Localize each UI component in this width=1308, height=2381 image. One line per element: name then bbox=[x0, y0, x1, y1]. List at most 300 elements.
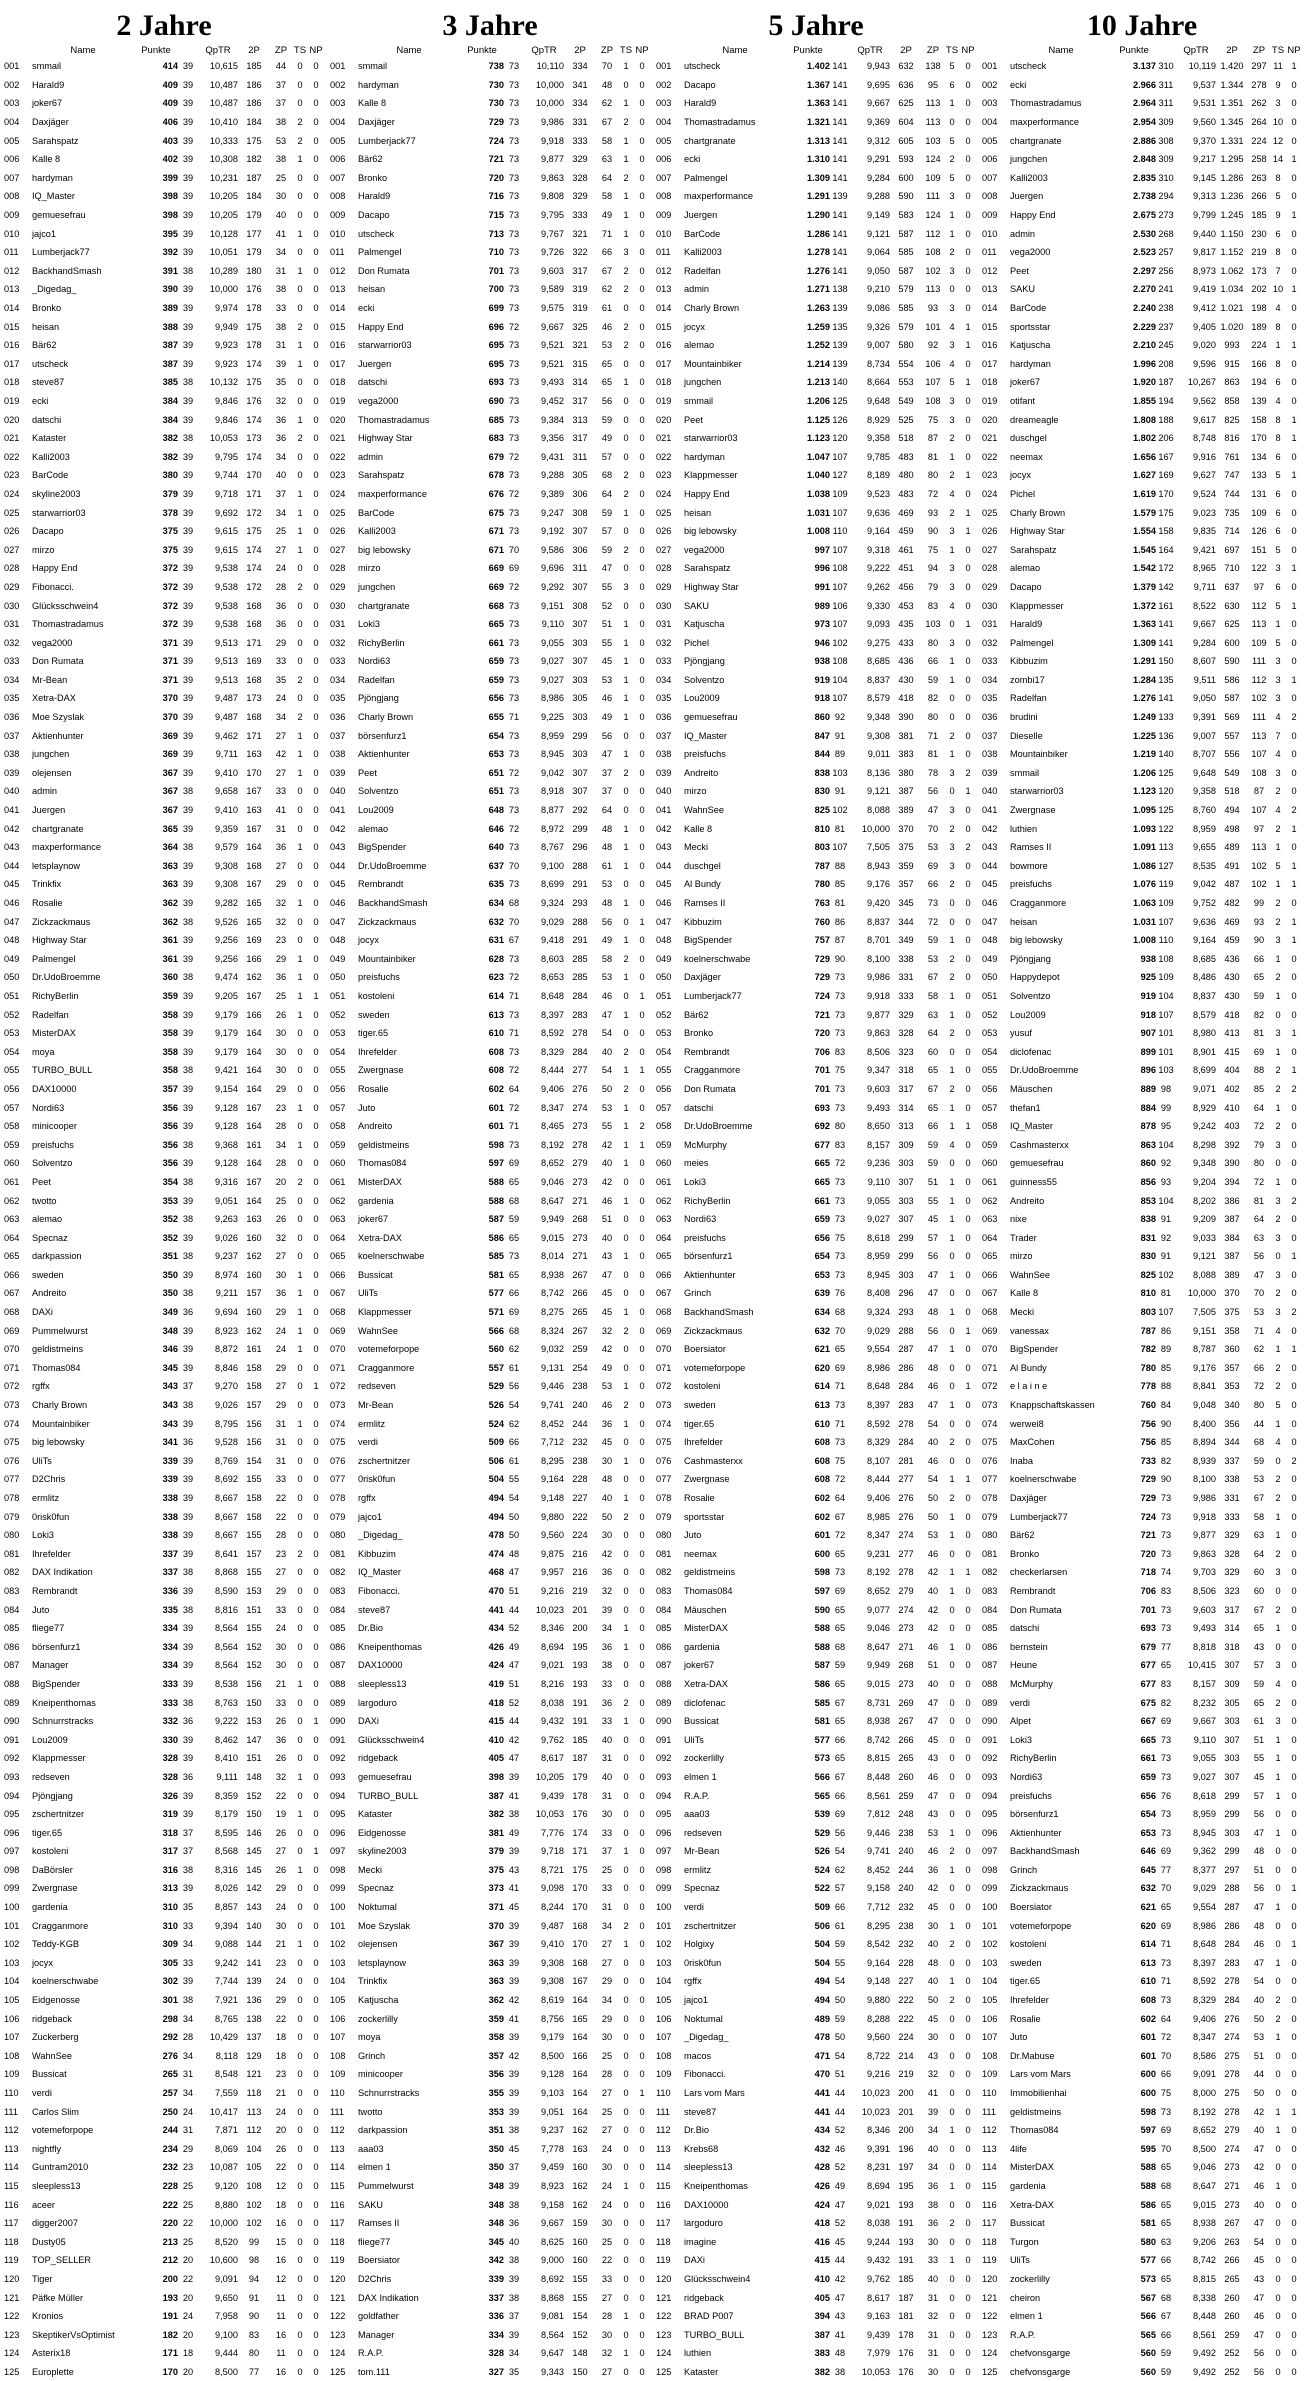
score-np: 0 bbox=[1291, 1214, 1297, 1225]
score-ts: 6 bbox=[1275, 377, 1281, 388]
table-row bbox=[4, 2084, 324, 2103]
table-row bbox=[4, 987, 324, 1006]
score-zp: 39 bbox=[275, 358, 287, 369]
matches: 47 bbox=[508, 1660, 520, 1671]
qptr: 8,202 bbox=[1193, 1195, 1216, 1206]
score-zp: 158 bbox=[1251, 414, 1267, 425]
score-2p: 164 bbox=[572, 2106, 588, 2117]
rank-number: 008 bbox=[4, 191, 20, 202]
player-name: brudini bbox=[1010, 712, 1038, 723]
player-name: DAX10000 bbox=[32, 1083, 77, 1094]
points: 608 bbox=[814, 1474, 830, 1485]
score-ts: 0 bbox=[1275, 1864, 1281, 1875]
score-ts: 1 bbox=[623, 135, 629, 146]
rank-number: 070 bbox=[4, 1344, 20, 1355]
score-2p: 375 bbox=[898, 842, 914, 853]
points: 509 bbox=[488, 1437, 504, 1448]
points: 653 bbox=[814, 1269, 830, 1280]
points: 348 bbox=[488, 2218, 504, 2229]
table-row bbox=[656, 1693, 976, 1712]
matches: 36 bbox=[182, 1307, 194, 1318]
table-row bbox=[982, 987, 1302, 1006]
points: 600 bbox=[1140, 2088, 1156, 2099]
rank-number: 025 bbox=[656, 507, 672, 518]
score-2p: 160 bbox=[572, 2255, 588, 2266]
score-ts: 1 bbox=[623, 1139, 629, 1150]
points: 918 bbox=[814, 693, 830, 704]
score-ts: 0 bbox=[297, 693, 303, 704]
matches: 50 bbox=[508, 1511, 520, 1522]
rank-number: 053 bbox=[330, 1028, 346, 1039]
table-row bbox=[982, 1098, 1302, 1117]
player-name: Highway Star bbox=[1010, 526, 1065, 537]
matches: 33 bbox=[182, 1920, 194, 1931]
table-row bbox=[982, 633, 1302, 652]
qptr: 9,347 bbox=[867, 1065, 890, 1076]
score-zp: 30 bbox=[601, 2218, 613, 2229]
score-np: 0 bbox=[313, 693, 319, 704]
matches: 73 bbox=[834, 1214, 846, 1225]
rank-number: 119 bbox=[982, 2255, 997, 2266]
score-2p: 390 bbox=[1224, 1158, 1240, 1169]
score-np: 0 bbox=[1291, 898, 1297, 909]
score-zp: 30 bbox=[275, 1046, 287, 1057]
points: 345 bbox=[162, 1362, 178, 1373]
score-ts: 1 bbox=[1275, 1344, 1281, 1355]
points: 328 bbox=[162, 1771, 178, 1782]
rank-number: 016 bbox=[982, 340, 998, 351]
score-np: 0 bbox=[965, 1437, 971, 1448]
rank-number: 037 bbox=[4, 730, 20, 741]
points: 701 bbox=[814, 1083, 830, 1094]
score-np: 0 bbox=[965, 2180, 971, 2191]
score-ts: 3 bbox=[1275, 1307, 1281, 1318]
table-row bbox=[4, 1972, 324, 1991]
points: 367 bbox=[488, 1939, 504, 1950]
score-np: 0 bbox=[1291, 1604, 1297, 1615]
player-name: sleepless13 bbox=[684, 2162, 733, 2173]
score-np: 0 bbox=[965, 990, 971, 1001]
qptr: 8,986 bbox=[1193, 1920, 1216, 1931]
table-row bbox=[982, 1637, 1302, 1656]
matches: 39 bbox=[508, 2088, 520, 2099]
qptr: 10,333 bbox=[209, 135, 238, 146]
player-name: Dacapo bbox=[358, 210, 390, 221]
rank-number: 095 bbox=[656, 1809, 672, 1820]
score-zp: 24 bbox=[275, 693, 287, 704]
score-zp: 56 bbox=[601, 395, 613, 406]
matches: 64 bbox=[834, 1493, 846, 1504]
matches: 47 bbox=[834, 2199, 846, 2210]
rank-number: 047 bbox=[982, 916, 998, 927]
player-name: Kalli2003 bbox=[358, 526, 396, 537]
matches: 81 bbox=[834, 823, 846, 834]
score-np: 0 bbox=[313, 656, 319, 667]
score-2p: 389 bbox=[898, 805, 914, 816]
rank-number: 102 bbox=[656, 1939, 672, 1950]
score-zp: 85 bbox=[1253, 1083, 1265, 1094]
score-zp: 224 bbox=[1251, 340, 1267, 351]
score-zp: 67 bbox=[1253, 1493, 1265, 1504]
score-np: 0 bbox=[639, 1957, 645, 1968]
rank-number: 005 bbox=[330, 135, 346, 146]
table-row bbox=[330, 652, 650, 671]
qptr: 9,524 bbox=[1193, 488, 1216, 499]
player-name: Rosalie bbox=[358, 1083, 389, 1094]
qptr: 9,042 bbox=[1193, 879, 1216, 890]
score-zp: 38 bbox=[275, 117, 287, 128]
score-zp: 64 bbox=[601, 488, 613, 499]
matches: 141 bbox=[832, 172, 848, 183]
score-ts: 0 bbox=[1275, 2088, 1281, 2099]
player-name: Charly Brown bbox=[32, 1400, 88, 1411]
score-ts: 2 bbox=[1275, 1362, 1281, 1373]
score-ts: 0 bbox=[297, 1902, 303, 1913]
score-2p: 178 bbox=[572, 1790, 588, 1801]
matches: 73 bbox=[1160, 1734, 1172, 1745]
points: 760 bbox=[814, 916, 830, 927]
score-ts: 3 bbox=[1275, 1269, 1281, 1280]
score-ts: 3 bbox=[1275, 674, 1281, 685]
player-name: big lebowsky bbox=[358, 544, 411, 555]
rank-number: 030 bbox=[330, 600, 346, 611]
rank-number: 009 bbox=[656, 210, 672, 221]
score-ts: 1 bbox=[623, 377, 629, 388]
score-np: 0 bbox=[965, 1028, 971, 1039]
points: 328 bbox=[488, 2348, 504, 2359]
rank-number: 015 bbox=[4, 321, 20, 332]
score-np: 1 bbox=[313, 1716, 319, 1727]
score-ts: 0 bbox=[623, 1530, 629, 1541]
score-2p: 296 bbox=[898, 1288, 914, 1299]
score-np: 0 bbox=[639, 1511, 645, 1522]
matches: 73 bbox=[834, 990, 846, 1001]
matches: 86 bbox=[1160, 1325, 1172, 1336]
matches: 38 bbox=[182, 1288, 194, 1299]
score-2p: 323 bbox=[1224, 1585, 1240, 1596]
points: 757 bbox=[814, 935, 830, 946]
matches: 141 bbox=[832, 117, 848, 128]
player-name: Katjuscha bbox=[684, 619, 725, 630]
score-zp: 58 bbox=[1253, 1511, 1265, 1522]
rank-number: 112 bbox=[656, 2125, 671, 2136]
score-2p: 333 bbox=[572, 210, 588, 221]
player-name: sweden bbox=[1010, 1957, 1042, 1968]
matches: 39 bbox=[182, 228, 194, 239]
score-np: 0 bbox=[1291, 2088, 1297, 2099]
points: 348 bbox=[162, 1325, 178, 1336]
score-2p: 483 bbox=[898, 451, 914, 462]
matches: 73 bbox=[834, 1251, 846, 1262]
score-2p: 191 bbox=[572, 1716, 588, 1727]
score-2p: 156 bbox=[246, 1418, 262, 1429]
score-zp: 69 bbox=[1253, 1046, 1265, 1057]
score-ts: 2 bbox=[949, 247, 955, 258]
ranking-panel-5-jahre bbox=[656, 0, 976, 2377]
player-name: Harald9 bbox=[32, 79, 65, 90]
score-ts: 0 bbox=[1275, 1158, 1281, 1169]
matches: 22 bbox=[182, 2273, 194, 2284]
table-row bbox=[656, 652, 976, 671]
score-ts: 0 bbox=[949, 1548, 955, 1559]
score-ts: 0 bbox=[297, 1846, 303, 1857]
score-2p: 816 bbox=[1224, 433, 1240, 444]
score-np: 0 bbox=[965, 135, 971, 146]
score-zp: 224 bbox=[1251, 135, 1267, 146]
matches: 39 bbox=[182, 953, 194, 964]
score-np: 0 bbox=[639, 526, 645, 537]
qptr: 9,359 bbox=[215, 823, 238, 834]
qptr: 8,923 bbox=[215, 1325, 238, 1336]
score-ts: 0 bbox=[297, 2366, 303, 2377]
score-zp: 64 bbox=[1253, 1548, 1265, 1559]
player-name: Ramses II bbox=[358, 2218, 400, 2229]
table-row bbox=[656, 1005, 976, 1024]
rank-number: 041 bbox=[4, 805, 20, 816]
qptr: 8,592 bbox=[541, 1028, 564, 1039]
score-ts: 0 bbox=[623, 1827, 629, 1838]
table-row bbox=[656, 1266, 976, 1285]
score-ts: 1 bbox=[297, 544, 303, 555]
qptr: 9,048 bbox=[1193, 1400, 1216, 1411]
score-np: 0 bbox=[313, 1325, 319, 1336]
score-np: 0 bbox=[313, 1511, 319, 1522]
score-2p: 163 bbox=[246, 1214, 262, 1225]
player-name: ecki bbox=[1010, 79, 1027, 90]
qptr: 9,242 bbox=[1193, 1121, 1216, 1132]
qptr: 9,216 bbox=[867, 2069, 890, 2080]
score-zp: 29 bbox=[601, 1976, 613, 1987]
score-2p: 469 bbox=[1224, 916, 1240, 927]
qptr: 9,487 bbox=[215, 712, 238, 723]
points: 358 bbox=[162, 1009, 178, 1020]
score-zp: 62 bbox=[601, 98, 613, 109]
player-name: verdi bbox=[358, 1437, 378, 1448]
rank-number: 087 bbox=[656, 1660, 672, 1671]
score-ts: 0 bbox=[949, 1251, 955, 1262]
qptr: 8,648 bbox=[867, 1381, 890, 1392]
table-row bbox=[4, 1210, 324, 1229]
score-2p: 637 bbox=[1224, 581, 1240, 592]
player-name: Dacapo bbox=[684, 79, 716, 90]
score-2p: 274 bbox=[898, 1604, 914, 1615]
table-row bbox=[982, 764, 1302, 783]
table-row bbox=[656, 1730, 976, 1749]
score-np: 0 bbox=[313, 1864, 319, 1875]
score-2p: 178 bbox=[246, 340, 262, 351]
qptr: 8,707 bbox=[1193, 749, 1216, 760]
qptr: 8,579 bbox=[867, 693, 890, 704]
player-name: IQ_Master bbox=[1010, 1121, 1053, 1132]
score-ts: 0 bbox=[297, 98, 303, 109]
matches: 38 bbox=[182, 1400, 194, 1411]
score-2p: 98 bbox=[248, 2255, 260, 2266]
rank-number: 098 bbox=[4, 1864, 20, 1875]
score-ts: 0 bbox=[949, 2106, 955, 2117]
player-name: maxperformance bbox=[32, 842, 101, 853]
qptr: 8,692 bbox=[215, 1474, 238, 1485]
score-ts: 2 bbox=[297, 1548, 303, 1559]
score-ts: 0 bbox=[297, 1883, 303, 1894]
qptr: 9,027 bbox=[541, 674, 564, 685]
table-row bbox=[4, 2047, 324, 2066]
score-2p: 168 bbox=[246, 712, 262, 723]
rank-number: 113 bbox=[656, 2143, 671, 2154]
points: 2.530 bbox=[1133, 228, 1156, 239]
score-2p: 201 bbox=[898, 2106, 914, 2117]
score-2p: 605 bbox=[898, 135, 914, 146]
table-row bbox=[982, 1117, 1302, 1136]
score-2p: 825 bbox=[1224, 414, 1240, 425]
score-zp: 18 bbox=[275, 2050, 287, 2061]
qptr: 10,615 bbox=[209, 61, 238, 72]
qptr: 8,939 bbox=[1193, 1455, 1216, 1466]
points: 676 bbox=[488, 488, 504, 499]
matches: 44 bbox=[508, 1604, 520, 1615]
matches: 38 bbox=[182, 1604, 194, 1615]
qptr: 9,462 bbox=[215, 730, 238, 741]
points: 587 bbox=[488, 1214, 504, 1225]
score-ts: 1 bbox=[1275, 1734, 1281, 1745]
points: 830 bbox=[1140, 1251, 1156, 1262]
score-zp: 63 bbox=[601, 154, 613, 165]
score-2p: 191 bbox=[898, 2218, 914, 2229]
matches: 39 bbox=[182, 1009, 194, 1020]
score-zp: 99 bbox=[1253, 898, 1265, 909]
matches: 172 bbox=[1158, 563, 1174, 574]
score-ts: 1 bbox=[949, 1585, 955, 1596]
score-zp: 46 bbox=[601, 1400, 613, 1411]
score-2p: 168 bbox=[572, 1920, 588, 1931]
score-zp: 71 bbox=[1253, 1325, 1265, 1336]
player-name: gemuesefrau bbox=[1010, 1158, 1064, 1169]
score-2p: 402 bbox=[1224, 1083, 1240, 1094]
rank-number: 072 bbox=[330, 1381, 346, 1392]
score-ts: 2 bbox=[1275, 916, 1281, 927]
rank-number: 049 bbox=[656, 953, 672, 964]
player-name: dreameagle bbox=[1010, 414, 1059, 425]
score-np: 0 bbox=[313, 1548, 319, 1559]
matches: 73 bbox=[508, 358, 520, 369]
rank-number: 091 bbox=[982, 1734, 998, 1745]
matches: 73 bbox=[834, 1028, 846, 1039]
score-np: 0 bbox=[639, 210, 645, 221]
score-ts: 10 bbox=[1272, 284, 1284, 295]
player-name: Zwergnase bbox=[1010, 805, 1056, 816]
table-row bbox=[982, 1024, 1302, 1043]
score-2p: 244 bbox=[898, 1864, 914, 1875]
points: 1.276 bbox=[1133, 693, 1156, 704]
score-zp: 36 bbox=[927, 1864, 939, 1875]
points: 406 bbox=[162, 117, 178, 128]
score-ts: 2 bbox=[1275, 1493, 1281, 1504]
score-2p: 163 bbox=[572, 2143, 588, 2154]
score-2p: 319 bbox=[572, 303, 588, 314]
score-2p: 102 bbox=[246, 2199, 262, 2210]
score-np: 0 bbox=[639, 2218, 645, 2229]
matches: 39 bbox=[182, 1455, 194, 1466]
qptr: 9,330 bbox=[867, 600, 890, 611]
points: 1.367 bbox=[807, 79, 830, 90]
player-name: McMurphy bbox=[684, 1139, 727, 1150]
qptr: 9,596 bbox=[1193, 358, 1216, 369]
table-row bbox=[330, 968, 650, 987]
points: 356 bbox=[162, 1102, 178, 1113]
score-zp: 87 bbox=[1253, 786, 1265, 797]
player-name: vega2000 bbox=[1010, 247, 1051, 258]
score-np: 1 bbox=[1291, 210, 1297, 221]
header-rank bbox=[656, 44, 684, 57]
rank-number: 003 bbox=[4, 98, 20, 109]
score-2p: 303 bbox=[572, 712, 588, 723]
points: 668 bbox=[488, 600, 504, 611]
score-ts: 1 bbox=[949, 1567, 955, 1578]
points: 359 bbox=[162, 990, 178, 1001]
player-name: geldistmeins bbox=[684, 1567, 736, 1578]
matches: 39 bbox=[182, 1883, 194, 1894]
qptr: 8,722 bbox=[867, 2050, 890, 2061]
rank-number: 034 bbox=[4, 674, 20, 685]
points: 524 bbox=[814, 1864, 830, 1875]
score-np: 0 bbox=[313, 1102, 319, 1113]
score-ts: 12 bbox=[1272, 135, 1284, 146]
score-2p: 164 bbox=[246, 1121, 262, 1132]
score-ts: 0 bbox=[623, 2032, 629, 2043]
score-2p: 288 bbox=[572, 860, 588, 871]
rank-number: 031 bbox=[982, 619, 998, 630]
table-row bbox=[656, 1452, 976, 1471]
score-ts: 1 bbox=[297, 1864, 303, 1875]
score-zp: 64 bbox=[1253, 1214, 1265, 1225]
table-row bbox=[982, 1749, 1302, 1768]
score-ts: 3 bbox=[623, 247, 629, 258]
score-ts: 4 bbox=[949, 488, 955, 499]
matches: 31 bbox=[182, 2125, 194, 2136]
qptr: 8,959 bbox=[867, 1251, 890, 1262]
qptr: 8,244 bbox=[541, 1902, 564, 1913]
points: 1.284 bbox=[1133, 674, 1156, 685]
score-zp: 24 bbox=[275, 1325, 287, 1336]
table-row bbox=[982, 131, 1302, 150]
matches: 125 bbox=[1158, 805, 1174, 816]
qptr: 9,528 bbox=[215, 1437, 238, 1448]
score-2p: 165 bbox=[572, 2013, 588, 2024]
score-2p: 171 bbox=[572, 1846, 588, 1857]
score-2p: 370 bbox=[1224, 1288, 1240, 1299]
rank-number: 119 bbox=[656, 2255, 671, 2266]
matches: 65 bbox=[1160, 1660, 1172, 1671]
matches: 38 bbox=[182, 972, 194, 983]
player-name: jocyx bbox=[32, 1957, 53, 1968]
score-ts: 1 bbox=[297, 730, 303, 741]
table-row bbox=[330, 2084, 650, 2103]
qptr: 10,119 bbox=[1188, 61, 1216, 72]
score-2p: 271 bbox=[898, 1641, 914, 1652]
score-2p: 747 bbox=[1224, 470, 1240, 481]
matches: 65 bbox=[834, 1716, 846, 1727]
rank-number: 063 bbox=[982, 1214, 998, 1225]
qptr: 8,192 bbox=[541, 1139, 564, 1150]
score-2p: 305 bbox=[1224, 1697, 1240, 1708]
rank-number: 046 bbox=[330, 898, 346, 909]
rank-number: 052 bbox=[330, 1009, 346, 1020]
score-ts: 1 bbox=[623, 693, 629, 704]
score-zp: 29 bbox=[275, 637, 287, 648]
score-2p: 287 bbox=[898, 1344, 914, 1355]
matches: 104 bbox=[832, 674, 848, 685]
table-row bbox=[330, 503, 650, 522]
score-zp: 29 bbox=[275, 1585, 287, 1596]
